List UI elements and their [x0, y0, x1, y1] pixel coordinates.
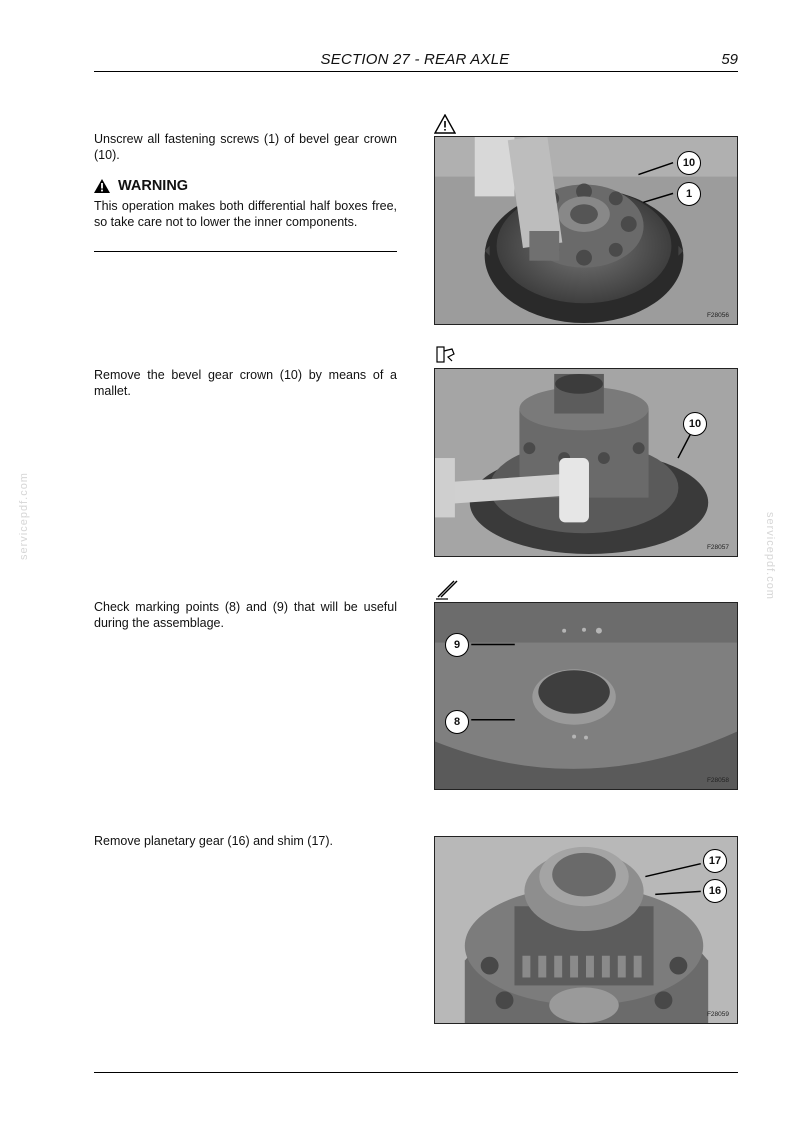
callout-9: 9: [445, 633, 469, 657]
warning-heading: [94, 178, 188, 194]
callout-17: 17: [703, 849, 727, 873]
page-number: 59: [721, 51, 738, 68]
warning-triangle-icon: [94, 179, 110, 193]
photo-bevel-gear-screws: [434, 136, 738, 325]
warning-divider: [94, 251, 397, 252]
warning-triangle-icon: [434, 114, 456, 134]
photo-planetary-gear: [434, 836, 738, 1024]
step-3-text: Check marking points (8) and (9) that will be useful during the assemblage.: [94, 600, 397, 630]
photo-bevel-gear-mallet: [434, 368, 738, 557]
photo-code: F28057: [706, 544, 729, 551]
warning-text: This operation makes both differential half boxes free, so take care not to lower the inner components.: [94, 199, 397, 229]
mallet-icon: [434, 345, 456, 365]
footer-divider: [94, 1072, 738, 1073]
callout-16: 16: [703, 879, 727, 903]
photo-code: F28059: [706, 1011, 729, 1018]
photo-code: F28058: [706, 777, 729, 784]
header-divider: [94, 71, 738, 72]
callout-8: 8: [445, 710, 469, 734]
step-4-text: Remove planetary gear (16) and shim (17).: [94, 834, 334, 848]
section-title: SECTION 27 - REAR AXLE: [320, 51, 510, 68]
marker-icon: [434, 578, 460, 600]
warning-title: WARNING: [118, 178, 189, 194]
step-2-text: Remove the bevel gear crown (10) by means of a mallet.: [94, 368, 397, 398]
watermark-left: servicepdf.com: [18, 472, 30, 560]
callout-10: 10: [677, 151, 701, 175]
callout-10: 10: [683, 412, 707, 436]
callout-1: 1: [677, 182, 701, 206]
watermark-right: servicepdf.com: [764, 512, 776, 600]
photo-code: F28056: [706, 312, 729, 319]
step-1-text: Unscrew all fastening screws (1) of bevel gear crown (10).: [94, 132, 397, 162]
photo-marking-points: [434, 602, 738, 790]
